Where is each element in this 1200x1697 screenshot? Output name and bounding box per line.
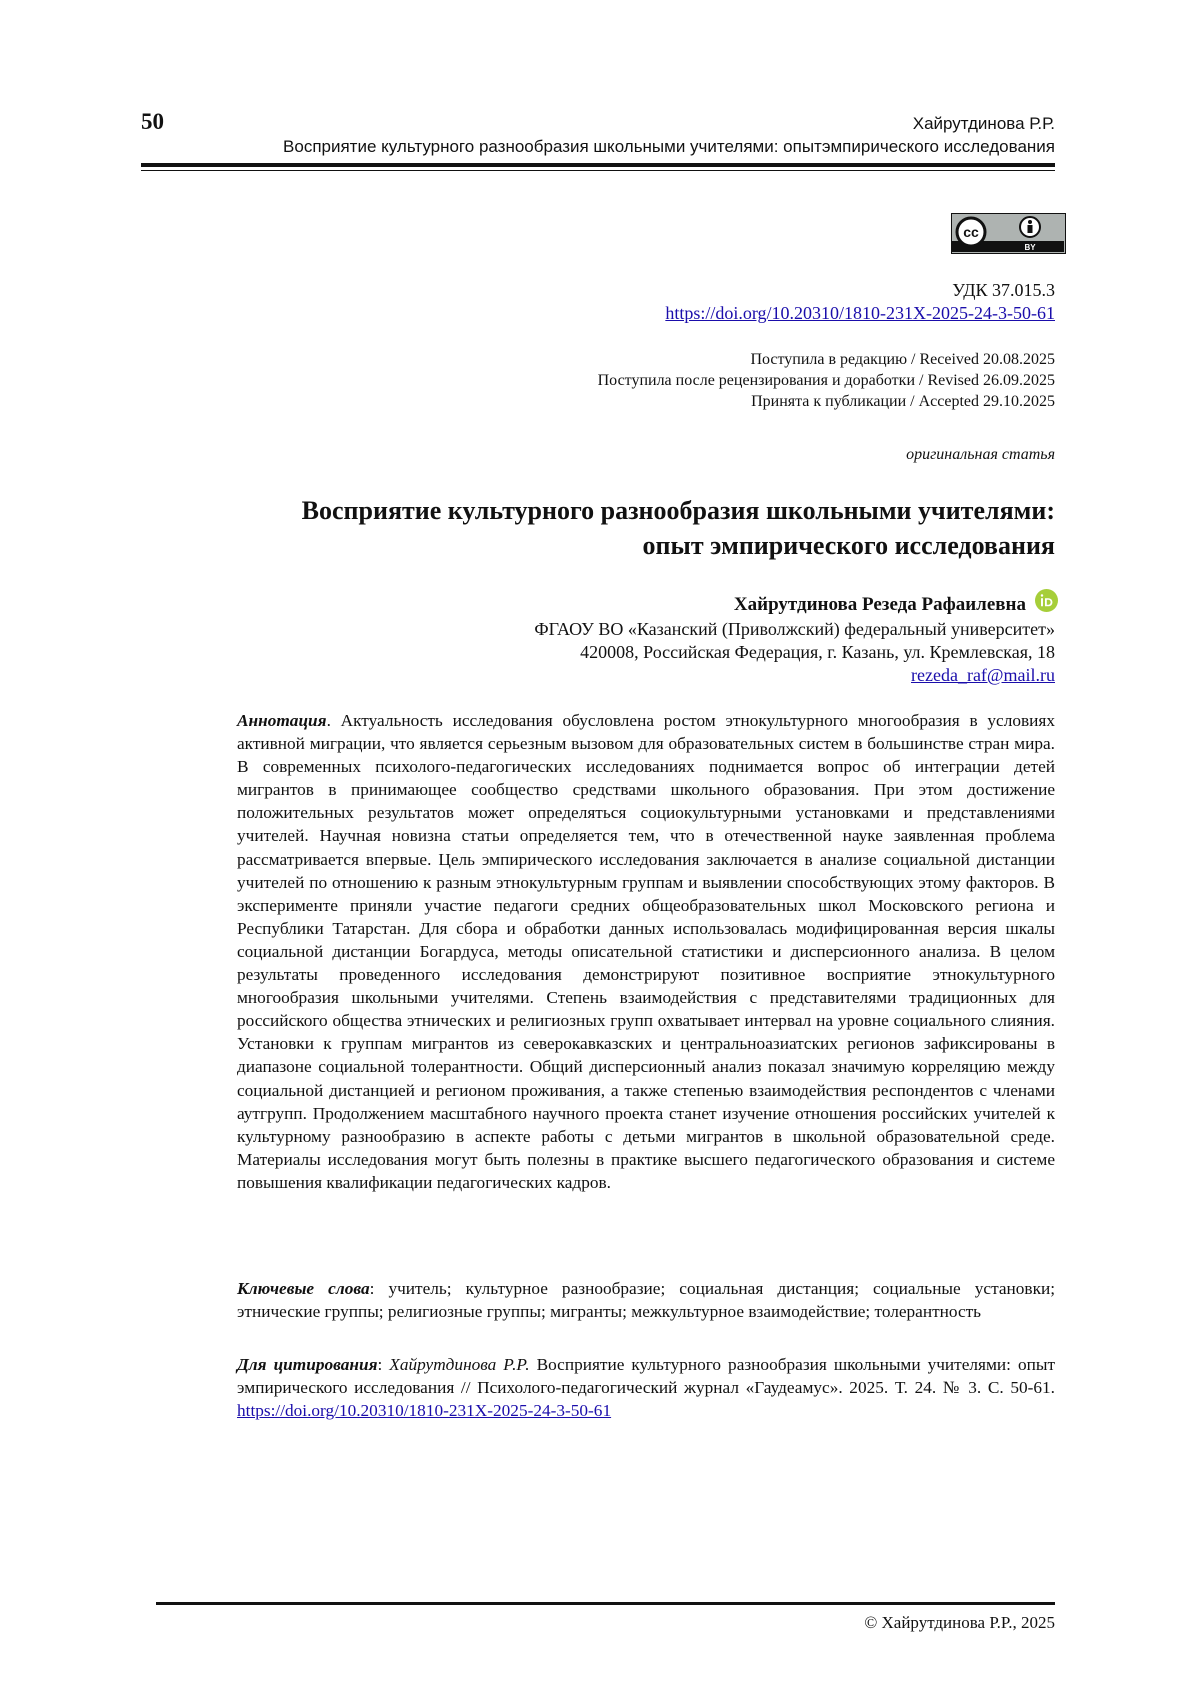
citation-text: Восприятие культурного разнообразия школьными учителями: опыт эмпирического исследования // Психолого-педагогический журнал «Гаудеамус». 2025. Т. 24. № 3. С. 50-61. [237, 1355, 1056, 1397]
title-line-1: Восприятие культурного разнообразия школьными учителями: [301, 496, 1055, 525]
article-type: оригинальная статья [906, 446, 1055, 463]
header-rule-thin [141, 170, 1055, 171]
copyright-notice: © Хайрутдинова Р.Р., 2025 [864, 1613, 1055, 1632]
article-title [195, 493, 1055, 563]
running-head-title: Восприятие культурного разнообразия школьными учителями: опытэмпирического исследования [283, 137, 1055, 156]
keywords-text: : учитель; культурное разнообразие; социальная дистанция; социальные установки; этнические группы; религиозные группы; мигранты; межкультурное взаимодействие; толерантность [237, 1279, 1056, 1321]
author-affiliation [534, 618, 1055, 687]
running-head-author: Хайрутдинова Р.Р. [912, 114, 1055, 133]
doi-link[interactable]: https://doi.org/10.20310/1810-231X-2025-24-3-50-61 [665, 303, 1055, 323]
page-number: 50 [141, 109, 164, 134]
citation-colon: : [377, 1355, 390, 1374]
date-accepted: Принята к публикации / Accepted 29.10.2025 [751, 393, 1055, 410]
cc-icon-label: cc [963, 224, 979, 240]
citation [237, 1353, 1055, 1422]
header-rule [141, 163, 1055, 167]
author-email-link[interactable]: rezeda_raf@mail.ru [911, 665, 1055, 685]
orcid-icon[interactable] [1035, 589, 1058, 612]
citation-author: Хайрутдинова Р.Р. [389, 1355, 530, 1374]
date-received: Поступила в редакцию / Received 20.08.2025 [750, 351, 1055, 368]
citation-label: Для цитирования [237, 1355, 378, 1374]
affiliation-institution: ФГАОУ ВО «Казанский (Приволжский) федеральный университет» [534, 619, 1055, 639]
date-revised: Поступила после рецензирования и доработки / Revised 26.09.2025 [597, 372, 1055, 389]
title-line-2: опыт эмпирического исследования [642, 531, 1055, 560]
footer-rule [156, 1602, 1055, 1605]
abstract [237, 709, 1055, 1194]
citation-doi-link[interactable]: https://doi.org/10.20310/1810-231X-2025-24-3-50-61 [237, 1401, 612, 1420]
author-name: Хайрутдинова Резеда Рафаилевна [733, 594, 1026, 615]
keywords [237, 1277, 1055, 1323]
cc-by-license-badge[interactable] [951, 213, 1066, 254]
affiliation-address: 420008, Российская Федерация, г. Казань, ул. Кремлевская, 18 [580, 642, 1055, 662]
abstract-text: . Актуальность исследования обусловлена ростом этнокультурного многообразия в условиях активной миграции, что является серьезным вызовом для образовательных систем в большинстве стран мира. В современных психолого-педагогических исследованиях поднимается вопрос об интеграции детей мигрантов в принимающее сообщество средствами школьного образования. При этом достижение положительных результатов может определяться социокультурными установками и представлениями учителей. Научная новизна статьи определяется тем, что в отечественной науке заявленная проблема рассматривается впервые. Цель эмпирического исследования заключается в анализе социальной дистанции учителей по отношению к разным этнокультурным группам и выявлении способствующих этому факторов. В эксперименте приняли участие педагоги средних общеобразовательных школ Московского региона и Республики Татарстан. Для сбора и обработки данных использовалась модифицированная версия шкалы социальной дистанции Богардуса, методы описательной статистики и дисперсионного анализа. В целом результаты проведенного исследования демонстрируют позитивное восприятие этнокультурного многообразия школьными учителями. Степень взаимодействия с представителями традиционных для российского общества этнических и религиозных групп охватывает интервал на уровне социального слияния. Установки к группам мигрантов из северокавказских и центральноазиатских регионов зафиксированы в диапазоне социальной толерантности. Общий дисперсионный анализ показал значимую корреляцию между социальной дистанцией и регионом проживания, а также степенью взаимодействия респондентов с членами аутгрупп. Продолжением масштабного научного проекта станет изучение отношения российских учителей к культурному разнообразию в аспекте работы с детьми мигрантов в школьной образовательной среде. Материалы исследования могут быть полезны в практике высшего педагогического образования и системе повышения квалификации педагогических кадров. [237, 711, 1055, 1192]
udk-code: УДК 37.015.3 [952, 280, 1055, 300]
abstract-label: Аннотация [237, 711, 327, 730]
submission-dates [598, 349, 1055, 412]
by-label: BY [1024, 243, 1036, 252]
keywords-label: Ключевые слова [237, 1279, 370, 1298]
